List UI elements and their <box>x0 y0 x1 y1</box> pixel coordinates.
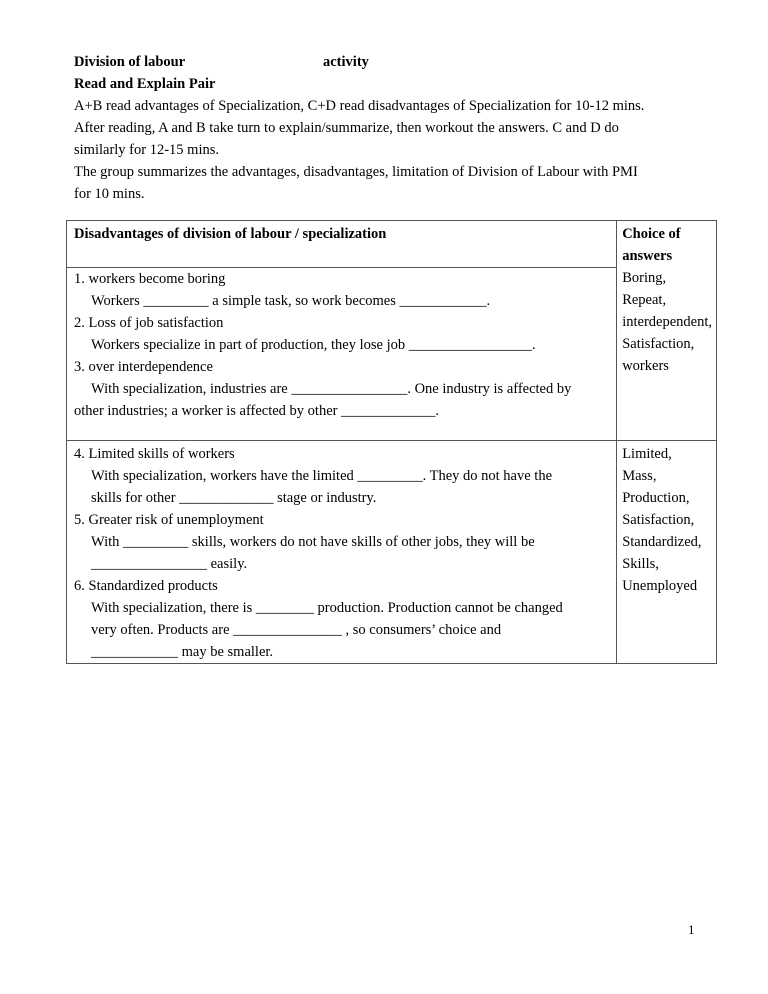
choice-word: Boring, <box>622 270 667 286</box>
choice-word: Limited, <box>622 445 672 462</box>
worksheet-subtitle: Read and Explain Pair <box>74 76 216 92</box>
fill-blank-sentence: With specialization, industries are ________________. One industry is affected by <box>91 380 572 397</box>
fill-blank-sentence: Workers _________ a simple task, so work becomes ____________. <box>91 292 491 309</box>
table-header-right: Choice of <box>622 226 681 242</box>
choice-word: Skills, <box>622 555 659 572</box>
choice-word: workers <box>622 358 669 374</box>
instruction-line: The group summarizes the advantages, disadvantages, limitation of Division of Labour with PMI <box>74 164 638 180</box>
table-row <box>67 440 717 663</box>
instruction-line: A+B read advantages of Specialization, C+D read disadvantages of Specialization for 10-12 mins. <box>74 98 645 114</box>
choice-word: Repeat, <box>622 292 667 308</box>
header-cell-left <box>67 221 617 268</box>
fill-blank-sentence: skills for other _____________ stage or industry. <box>91 489 377 506</box>
activity-label: activity <box>323 54 369 70</box>
instruction-line: After reading, A and B take turn to explain/summarize, then workout the answers. C and D do <box>74 120 619 136</box>
disadvantages-table <box>66 220 717 664</box>
choice-word: Standardized, <box>622 533 702 550</box>
worksheet-title: Division of labour <box>74 54 186 70</box>
table-row <box>67 267 717 440</box>
section2-choices <box>617 440 717 663</box>
table-header-row <box>67 221 717 268</box>
fill-blank-sentence: With specialization, there is ________ production. Production cannot be changed <box>91 599 563 616</box>
section1-choices <box>617 267 717 440</box>
list-item: 5. Greater risk of unemployment <box>74 511 264 528</box>
fill-blank-sentence: Workers specialize in part of production, they lose job _________________. <box>91 336 536 353</box>
instruction-line: for 10 mins. <box>74 186 145 202</box>
table-header-right: answers <box>622 248 673 264</box>
choice-word: Satisfaction, <box>622 336 695 352</box>
fill-blank-sentence: With _________ skills, workers do not have skills of other jobs, they will be <box>91 533 535 550</box>
list-item: 4. Limited skills of workers <box>74 445 235 462</box>
section1-cell <box>67 267 617 440</box>
fill-blank-sentence: With specialization, workers have the limited _________. They do not have the <box>91 467 553 484</box>
table-header-left: Disadvantages of division of labour / specialization <box>74 226 387 242</box>
choice-word: Satisfaction, <box>622 511 695 528</box>
choice-word: Production, <box>622 489 690 506</box>
section2-cell <box>67 440 617 663</box>
list-item: 1. workers become boring <box>74 270 226 287</box>
instruction-line: similarly for 12-15 mins. <box>74 142 219 158</box>
fill-blank-sentence: ________________ easily. <box>91 555 248 572</box>
fill-blank-sentence: very often. Products are _______________ , so consumers’ choice and <box>91 621 502 638</box>
choice-word: Mass, <box>622 467 657 484</box>
fill-blank-sentence: ____________ may be smaller. <box>91 643 274 660</box>
list-item: 3. over interdependence <box>74 358 213 375</box>
fill-blank-sentence: other industries; a worker is affected by other _____________. <box>74 402 439 419</box>
list-item: 2. Loss of job satisfaction <box>74 314 224 331</box>
choice-word: Unemployed <box>622 577 698 594</box>
list-item: 6. Standardized products <box>74 577 218 594</box>
header-cell-right <box>617 221 717 268</box>
choice-word: interdependent, <box>622 314 712 330</box>
page-number: 1 <box>688 922 695 937</box>
